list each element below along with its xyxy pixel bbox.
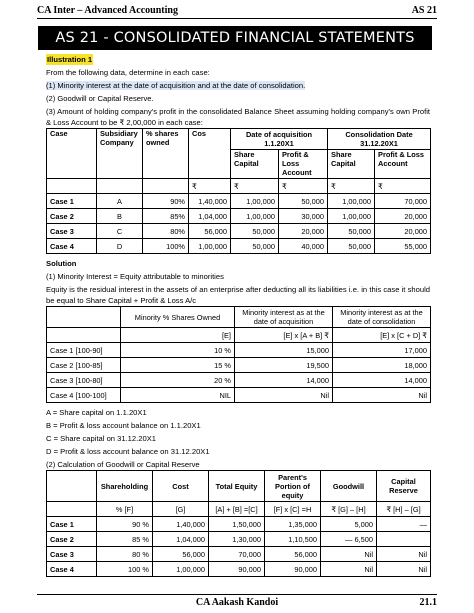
- cell: 1,50,000: [209, 517, 265, 532]
- page-number: 21.1: [419, 597, 437, 608]
- legend-b: B = Profit & loss account balance on 1.1.20X1: [46, 421, 201, 430]
- unit-cell: ₹: [231, 179, 279, 194]
- minority-interest-table: [46, 306, 431, 403]
- cell: 14,000: [235, 373, 333, 388]
- legend-a: A = Share capital on 1.1.20X1: [46, 408, 147, 417]
- col-acquisition: Date of acquisition 1.1.20X1: [231, 129, 328, 150]
- table-row: [47, 224, 431, 239]
- table-row: [47, 343, 431, 358]
- cell: 20 %: [121, 373, 235, 388]
- cell: 1,00,000: [328, 209, 375, 224]
- sub-pl-cons: Profit & Loss Account: [375, 150, 431, 179]
- col-parents-portion: Parent's Portion of equity: [265, 471, 321, 502]
- cell: 20,000: [279, 224, 328, 239]
- cell: A: [97, 194, 143, 209]
- cell: 1,00,000: [231, 209, 279, 224]
- cell: 18,000: [333, 358, 431, 373]
- cell: Case 2: [47, 209, 97, 224]
- unit-cell: ₹: [375, 179, 431, 194]
- cell: Case 3: [47, 224, 97, 239]
- col-cost: Cos: [189, 129, 231, 179]
- col-cost: Cost: [153, 471, 209, 502]
- col-case: Case: [47, 129, 97, 179]
- table-row: [47, 517, 431, 532]
- col-total-equity: Total Equity: [209, 471, 265, 502]
- illustration-label: Illustration 1: [47, 55, 93, 64]
- cell: —: [377, 517, 431, 532]
- cell: 1,35,000: [265, 517, 321, 532]
- cell: 50,000: [328, 224, 375, 239]
- cell: Case 4 [100-100]: [47, 388, 121, 403]
- cell: 10 %: [121, 343, 235, 358]
- cell: NIL: [121, 388, 235, 403]
- formula-cell: [A] + [B] =[C]: [209, 502, 265, 517]
- cell: 50,000: [231, 239, 279, 254]
- cell: Case 4: [47, 239, 97, 254]
- formula-cell: % [F]: [97, 502, 153, 517]
- cell: 1,00,000: [153, 562, 209, 577]
- formula-cell: [G]: [153, 502, 209, 517]
- table-row: [47, 209, 431, 224]
- formula-cell: [E] x [C + D] ₹: [333, 328, 431, 343]
- cell: 55,000: [375, 239, 431, 254]
- cell: Case 2 [100-85]: [47, 358, 121, 373]
- cell: 40,000: [279, 239, 328, 254]
- cell: Case 3: [47, 547, 97, 562]
- cell: 50,000: [279, 194, 328, 209]
- cell: Nil: [377, 547, 431, 562]
- header-rule: [37, 18, 437, 19]
- cell: 100 %: [97, 562, 153, 577]
- goodwill-heading: (2) Calculation of Goodwill or Capital Reserve: [46, 460, 200, 469]
- running-header: [37, 5, 437, 19]
- unit-row: [47, 179, 431, 194]
- cell: 80 %: [97, 547, 153, 562]
- formula-cell: ₹ [H] – [G]: [377, 502, 431, 517]
- sub-pl-acq: Profit & Loss Account: [279, 150, 328, 179]
- col-goodwill: Goodwill: [321, 471, 377, 502]
- cell: Case 4: [47, 562, 97, 577]
- question-1: (1) Minority interest at the date of acquisition and at the date of consolidation.: [46, 81, 306, 90]
- header-book-title: CA Inter – Advanced Accounting: [37, 5, 178, 16]
- cell: 85 %: [97, 532, 153, 547]
- cell: 20,000: [375, 209, 431, 224]
- col-shareholding: Shareholding: [97, 471, 153, 502]
- page-footer: [37, 597, 437, 611]
- cell: C: [97, 224, 143, 239]
- cell: 56,000: [153, 547, 209, 562]
- cell: 56,000: [265, 547, 321, 562]
- cell: 70,000: [209, 547, 265, 562]
- cell: Case 3 [100-80]: [47, 373, 121, 388]
- cell: 100%: [143, 239, 189, 254]
- formula-cell: [F] x [C] =H: [265, 502, 321, 517]
- formula-cell: ₹ [G] – [H]: [321, 502, 377, 517]
- col-minority-pct: Minority % Shares Owned: [121, 307, 235, 328]
- cell: 19,500: [235, 358, 333, 373]
- unit-cell: ₹: [328, 179, 375, 194]
- footer-rule: [37, 594, 437, 595]
- cell: 50,000: [328, 239, 375, 254]
- cell: 17,000: [333, 343, 431, 358]
- cell: 1,00,000: [328, 194, 375, 209]
- cell: 90%: [143, 194, 189, 209]
- table-row: [47, 562, 431, 577]
- cell: 85%: [143, 209, 189, 224]
- cell: 90,000: [209, 562, 265, 577]
- cell: Nil: [321, 562, 377, 577]
- cell: Case 1 [100-90]: [47, 343, 121, 358]
- minority-interest-heading: (1) Minority Interest = Equity attributable to minorities: [46, 272, 224, 281]
- cell: Nil: [235, 388, 333, 403]
- table-row: [47, 373, 431, 388]
- table-row: [47, 532, 431, 547]
- cell: 20,000: [375, 224, 431, 239]
- sub-share-capital-cons: Share Capital: [328, 150, 375, 179]
- sub-share-capital-acq: Share Capital: [231, 150, 279, 179]
- minority-interest-text: Equity is the residual interest in the assets of an enterprise after deducting all its liabilities i.e. in this case it should be equal to Share Capital + Profit & Loss A/c: [46, 285, 430, 305]
- cell: Nil: [321, 547, 377, 562]
- legend-d: D = Profit & loss account balance on 31.12.20X1: [46, 447, 210, 456]
- col-capital-reserve: Capital Reserve: [377, 471, 431, 502]
- header-chapter: AS 21: [411, 5, 437, 16]
- cell: 70,000: [375, 194, 431, 209]
- formula-cell: [E]: [121, 328, 235, 343]
- cell: 56,000: [189, 224, 231, 239]
- cell: 14,000: [333, 373, 431, 388]
- cell: 80%: [143, 224, 189, 239]
- cell: 1,04,000: [153, 532, 209, 547]
- col-subsidiary: Subsidiary Company: [97, 129, 143, 179]
- unit-cell: ₹: [189, 179, 231, 194]
- cell: 15,000: [235, 343, 333, 358]
- chapter-title: AS 21 - CONSOLIDATED FINANCIAL STATEMENTS: [38, 26, 432, 50]
- table-row: [47, 547, 431, 562]
- cell: 1,00,000: [189, 239, 231, 254]
- cell: Nil: [333, 388, 431, 403]
- cell: Case 2: [47, 532, 97, 547]
- unit-cell: ₹: [279, 179, 328, 194]
- question-3: (3) Amount of holding company's profit in the consolidated Balance Sheet assuming holding company's own Profit & Loss Account to be ₹ 2,00,000 in each case:: [46, 107, 430, 127]
- cell: D: [97, 239, 143, 254]
- cell: 90 %: [97, 517, 153, 532]
- table-row: [47, 239, 431, 254]
- cell: 5,000: [321, 517, 377, 532]
- cell: 50,000: [231, 224, 279, 239]
- cell: 30,000: [279, 209, 328, 224]
- cell: Case 1: [47, 517, 97, 532]
- cell: — 6,500: [321, 532, 377, 547]
- cell: [377, 532, 431, 547]
- col-mi-consolidation: Minority interest as at the date of consolidation: [333, 307, 431, 328]
- cell: 1,04,000: [189, 209, 231, 224]
- table-row: [47, 194, 431, 209]
- cell: 1,10,500: [265, 532, 321, 547]
- col-mi-acquisition: Minority interest as at the date of acquisition: [235, 307, 333, 328]
- cell: Nil: [377, 562, 431, 577]
- footer-author: CA Aakash Kandoi: [195, 597, 279, 608]
- question-2: (2) Goodwill or Capital Reserve.: [46, 94, 154, 103]
- goodwill-table: [46, 470, 431, 577]
- cell: 90,000: [265, 562, 321, 577]
- data-table: [46, 128, 431, 254]
- cell: 1,30,000: [209, 532, 265, 547]
- cell: 1,40,000: [153, 517, 209, 532]
- intro-text: From the following data, determine in each case:: [46, 68, 210, 77]
- formula-cell: [E] x [A + B] ₹: [235, 328, 333, 343]
- cell: Case 1: [47, 194, 97, 209]
- cell: 1,40,000: [189, 194, 231, 209]
- col-shares-owned: % shares owned: [143, 129, 189, 179]
- table-row: [47, 388, 431, 403]
- table-row: [47, 358, 431, 373]
- legend-c: C = Share capital on 31.12.20X1: [46, 434, 156, 443]
- cell: 15 %: [121, 358, 235, 373]
- col-consolidation: Consolidation Date 31.12.20X1: [328, 129, 431, 150]
- cell: 1,00,000: [231, 194, 279, 209]
- cell: B: [97, 209, 143, 224]
- main-content: [46, 54, 430, 577]
- solution-label: Solution: [46, 259, 77, 268]
